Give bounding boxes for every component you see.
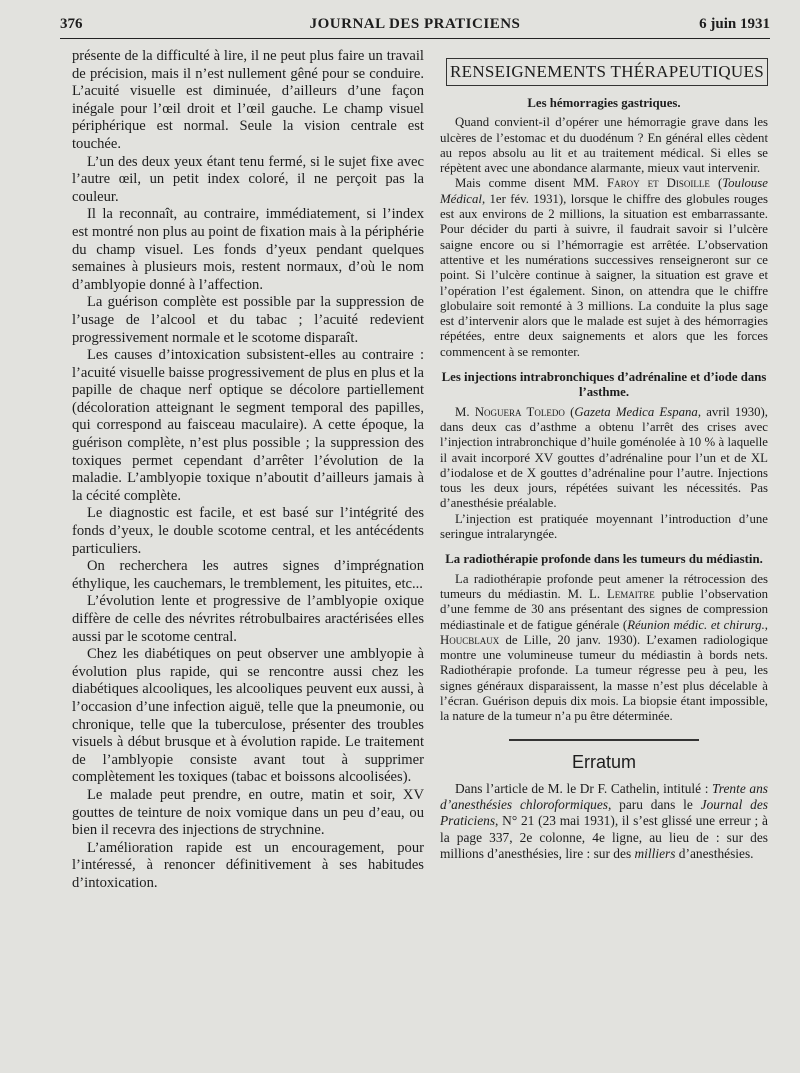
text-run: (	[564, 404, 575, 419]
paragraph: L’un des deux yeux étant tenu fermé, si le sujet fixe avec l’autre œil, un petit index coloré, il ne perçoit pas la couleur.	[72, 153, 424, 205]
page-header	[60, 14, 770, 39]
left-column	[72, 48, 424, 893]
erratum-title: Erratum	[571, 751, 636, 772]
text-run: , paru dans le	[608, 796, 701, 812]
text-run: (	[709, 176, 723, 191]
text-run: ,	[764, 617, 768, 632]
text-run: Dans l’article de M. le Dr F. Cathelin, intitulé :	[455, 780, 713, 796]
text-run: La radiothérapie profonde peut amener la rétrocession des tumeurs du médiastin. M. L.	[440, 571, 768, 601]
text-run: , N° 21 (23 mai 1931), il s’est glissé une erreur ; à la page 337, 2e colonne, 4e ligne, au lieu de : sur des millions d’anesthésies, lire : sur des	[440, 813, 768, 862]
journal-citation: Réunion médic. et chirurg.	[627, 617, 765, 632]
journal-citation: Toulouse Médical	[440, 176, 768, 206]
paragraph: Quand convient-il d’opérer une hémorragie grave dans les ulcères de l’estomac et du duodénum ? En général elles cèdent au repos absolu au lit et au traitement médical. Si elles se répètent avec une abondance alarmante, mieux vaut intervenir.	[440, 115, 768, 176]
text-run: de Lille, 20 janv. 1930). L’examen radiologique montre une volumineuse tumeur du médiastin à bords nets. Radiothérapie profonde. La tumeur régresse peu à peu, les signes généraux disparaissent, la masse n’est plus décelable à l’écran. Guérison depuis dix mois. La biopsie étant impossible, la nature de la tumeur n’a pu être déterminée.	[440, 632, 768, 724]
journal-ref: Journal des Praticiens	[440, 796, 768, 829]
paragraph: La guérison complète est possible par la suppression de l’usage de l’alcool et du tabac ; l’acuité redevient progressivement normale et le scotome disparaît.	[72, 294, 424, 346]
paragraph: Le diagnostic est facile, et est basé sur l’intégrité des fonds d’yeux, le double scotome central, et les antécédents particuliers.	[72, 505, 424, 557]
author-names: Faroy et Disoille	[606, 176, 710, 191]
correction-word: milliers	[634, 846, 676, 862]
paragraph: Le malade peut prendre, en outre, matin et soir, XV gouttes de teinture de noix vomique dans un peu d’eau, ou bien il recevra des injections de strychnine.	[72, 786, 424, 839]
erratum-text	[440, 781, 768, 863]
article-title: Les hémorragies gastriques.	[527, 96, 681, 110]
divider	[509, 739, 699, 741]
paragraph: présente de la difficulté à lire, il ne peut plus faire un travail de précision, mais il n’est nullement gêné pour se conduire. L’acuité visuelle est diminuée, d’ailleurs d’une façon inégale pour l’œil droit et l’œil gauche. Le champ visuel périphérique est normal. Seule la vision centrale est touchée.	[72, 48, 424, 152]
author-name: Noguera Toledo	[474, 404, 565, 419]
paragraph: L’évolution lente et progressive de l’amblyopie oxique diffère de celle des névrites rétrobulbaires aractérisées elles aussi par le scotome central.	[72, 593, 424, 645]
article-title: Les injections intrabronchiques d’adrénaline et d’iode dans l’asthme.	[441, 370, 767, 400]
right-column	[440, 48, 768, 863]
journal-citation: Gazeta Medica Espana	[574, 404, 698, 419]
paragraph: On recherchera les autres signes d’imprégnation éthylique, les cauchemars, le tremblement, les pituites, etc...	[72, 558, 424, 592]
text-run: d’anesthésies.	[675, 846, 754, 862]
paragraph: L’amélioration rapide est un encouragement, pour l’intéressé, à renoncer définitivement à ses habitudes d’intoxication.	[72, 839, 424, 891]
text-run: , avril 1930), dans deux cas d’asthme a obtenu l’arrêt des crises avec l’injection intrabronchique d’huile goménolée à 10 % à laquelle il avait incorporé XV gouttes d’adrénaline pour l’un et de XL d’iodalose et de X gouttes d’adrénaline pour l’autre. Injections tous les deux jours, répétées suivant les nécessités. Pas d’anesthésie préalable.	[440, 404, 768, 511]
article-title: La radiothérapie profonde dans les tumeurs du médiastin.	[445, 552, 763, 567]
text-run: publie l’observation d’une femme de 30 ans présentant des signes de compression médiastinale et de fatigue générale (	[440, 586, 768, 632]
text-run: , 1er fév. 1931), lorsque le chiffre des globules rouges est aux environs de 2 millions, la situation est embarrassante. Pour décider du parti à suivre, il faudrait savoir si l’ulcère saigne encore ou si l’hémorragie est arrêtée. L’observation attentive et les numérations successives renseigneront sur ce point. Si l’ulcère continue à saigner, la situation est grave et l’opération l’est également. Sinon, on attendra que le chiffre globulaire soit remonté à 3 millions. La conduite la plus sage est d’intervenir alors que le malade est sujet à des hémorragies répétées, entre deux saignements et alors que les forces commencent à se remonter.	[440, 191, 768, 359]
paragraph	[440, 572, 768, 725]
paragraph	[440, 176, 768, 360]
author-name: Houcblaux	[440, 632, 500, 647]
text-run: M.	[455, 404, 475, 419]
journal-title: JOURNAL DES PRATICIENS	[309, 16, 521, 32]
article-title-ref: Trente ans d’anesthésies chloroformiques	[440, 780, 768, 812]
paragraph: Il la reconnaît, au contraire, immédiatement, si l’index est montré non plus au point de fixation mais à la périphérie du champ visuel. Les fonds d’yeux pendant quelques semaines à plusieurs mois, restent normaux, d’où le nom d’amblyopie donné à l’affection.	[72, 206, 424, 293]
issue-date: 6 juin 1931	[699, 16, 770, 32]
page-number: 376	[60, 16, 83, 32]
paragraph: L’injection est pratiquée moyennant l’introduction d’une seringue intralaryngée.	[440, 511, 768, 542]
paragraph: Les causes d’intoxication subsistent-elles au contraire : l’acuité visuelle baisse progressivement de plus en plus et la papille de chaque nerf optique se décolore partiellement (décoloration atteignant le segment temporal des papilles, qui correspond au faisceau maculaire). A cette époque, la guérison complète, n’est plus possible ; la suppression des toxiques permet cependant d’arrêter l’évolution de la maladie. L’amblyopie toxique n’aboutit d’ailleurs jamais à la cécité complète.	[72, 347, 424, 504]
paragraph: Chez les diabétiques on peut observer une amblyopie à évolution plus rapide, qui se rencontre aussi chez les diabétiques alcooliques, les alcooliques peuvent eux aussi, à l’occasion d’une infection aiguë, telle que la pneumonie, ou chronique, telle que la tuberculose, présenter des troubles visuels à début brusque et à évolution rapide. Le traitement de l’amblyopie consiste avant tout à supprimer complètement les toxiques (tabac et boissons alcoolisées).	[72, 646, 424, 786]
section-title: RENSEIGNEMENTS THÉRAPEUTIQUES	[446, 58, 768, 86]
text-run: Mais comme disent MM.	[455, 176, 607, 191]
author-name: Lemaitre	[606, 586, 655, 601]
paragraph	[440, 405, 768, 512]
